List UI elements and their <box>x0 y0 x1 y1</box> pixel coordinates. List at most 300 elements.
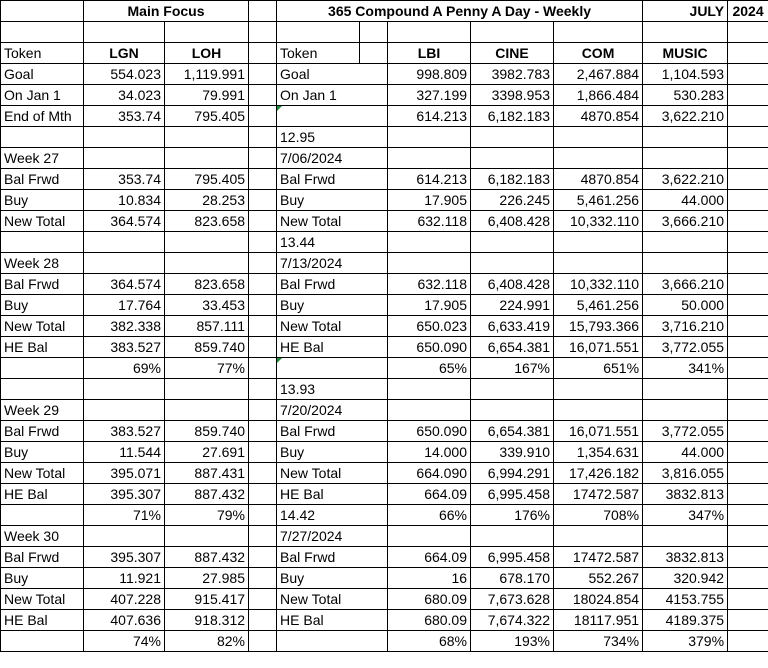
cell-cine[interactable]: 6,182.183 <box>471 168 554 189</box>
row-label-right[interactable] <box>277 105 388 126</box>
cell-lgn[interactable]: 11.921 <box>84 567 165 588</box>
cell-empty[interactable] <box>728 546 768 567</box>
row-label-left[interactable]: Buy <box>1 441 84 462</box>
cell-empty[interactable] <box>249 126 277 147</box>
cell-music[interactable] <box>643 378 728 399</box>
cell-empty[interactable] <box>728 378 768 399</box>
cell-lgn[interactable]: 74% <box>84 630 165 651</box>
cell-empty[interactable] <box>277 22 360 43</box>
cell-loh[interactable]: 887.432 <box>165 483 249 504</box>
cell-com[interactable]: 18024.854 <box>554 588 643 609</box>
cell-empty[interactable] <box>249 525 277 546</box>
row-label-right[interactable]: HE Bal <box>277 336 388 357</box>
cell-loh[interactable]: 859.740 <box>165 420 249 441</box>
cell-com[interactable] <box>554 231 643 252</box>
cell-cine[interactable] <box>471 252 554 273</box>
cell-empty[interactable] <box>249 609 277 630</box>
cell-loh[interactable] <box>165 399 249 420</box>
cell-loh[interactable]: 795.405 <box>165 168 249 189</box>
cell-loh[interactable]: 27.985 <box>165 567 249 588</box>
row-label-right[interactable]: 12.95 <box>277 126 388 147</box>
cell-lgn[interactable]: 382.338 <box>84 315 165 336</box>
cell-D1[interactable] <box>249 1 277 22</box>
cell-empty[interactable] <box>249 22 277 43</box>
cell-loh[interactable] <box>165 147 249 168</box>
cell-lbi[interactable]: 17.905 <box>388 294 471 315</box>
cell-empty[interactable] <box>728 126 768 147</box>
cell-lbi[interactable] <box>388 252 471 273</box>
row-label-right[interactable]: Goal <box>277 63 388 84</box>
cell-empty[interactable] <box>249 147 277 168</box>
cell-com[interactable]: 4870.854 <box>554 168 643 189</box>
row-label-right[interactable]: New Total <box>277 315 388 336</box>
cell-com[interactable] <box>554 525 643 546</box>
cell-empty[interactable] <box>249 168 277 189</box>
row-label-right[interactable]: HE Bal <box>277 609 388 630</box>
cell-cine[interactable]: 226.245 <box>471 189 554 210</box>
cell-music[interactable]: 4189.375 <box>643 609 728 630</box>
cell-empty[interactable] <box>728 189 768 210</box>
cell-cine[interactable]: 6,994.291 <box>471 462 554 483</box>
cell-lgn[interactable]: 383.527 <box>84 420 165 441</box>
row-label-left[interactable]: Week 27 <box>1 147 84 168</box>
row-label-left[interactable]: New Total <box>1 210 84 231</box>
cell-lgn[interactable]: 554.023 <box>84 63 165 84</box>
cell-empty[interactable] <box>388 22 471 43</box>
cell-music[interactable]: 3,772.055 <box>643 336 728 357</box>
cell-empty[interactable] <box>165 22 249 43</box>
cell-loh[interactable]: 887.431 <box>165 462 249 483</box>
cell-empty[interactable] <box>728 22 768 43</box>
row-label-right[interactable]: Bal Frwd <box>277 168 388 189</box>
row-label-left[interactable]: HE Bal <box>1 609 84 630</box>
cell-empty[interactable] <box>249 189 277 210</box>
cell-empty[interactable] <box>1 22 84 43</box>
cell-empty[interactable] <box>249 483 277 504</box>
cell-lbi[interactable]: 65% <box>388 357 471 378</box>
cell-music[interactable]: 3,816.055 <box>643 462 728 483</box>
row-label-left[interactable]: Bal Frwd <box>1 273 84 294</box>
cell-empty[interactable] <box>728 315 768 336</box>
cell-lbi[interactable]: 66% <box>388 504 471 525</box>
row-label-right[interactable]: New Total <box>277 210 388 231</box>
cell-lgn[interactable]: 395.071 <box>84 462 165 483</box>
cell-empty[interactable] <box>249 336 277 357</box>
cell-cine[interactable] <box>471 399 554 420</box>
cell-empty[interactable] <box>360 42 388 63</box>
cell-loh[interactable] <box>165 525 249 546</box>
cell-lbi[interactable]: 650.090 <box>388 420 471 441</box>
row-label-right[interactable]: 7/13/2024 <box>277 252 388 273</box>
cell-music[interactable] <box>643 126 728 147</box>
cell-com[interactable]: 15,793.366 <box>554 315 643 336</box>
cell-lbi[interactable] <box>388 378 471 399</box>
cell-empty[interactable] <box>728 273 768 294</box>
cell-lbi[interactable]: 998.809 <box>388 63 471 84</box>
cell-loh[interactable] <box>165 252 249 273</box>
cell-empty[interactable] <box>728 42 768 63</box>
row-label-right[interactable]: 7/20/2024 <box>277 399 388 420</box>
cell-music[interactable] <box>643 252 728 273</box>
cell-loh[interactable]: 795.405 <box>165 105 249 126</box>
cell-lgn[interactable]: 11.544 <box>84 441 165 462</box>
cell-empty[interactable] <box>249 231 277 252</box>
cell-loh[interactable]: 823.658 <box>165 210 249 231</box>
cell-loh[interactable]: 918.312 <box>165 609 249 630</box>
row-label-right[interactable]: Bal Frwd <box>277 546 388 567</box>
cell-empty[interactable] <box>249 441 277 462</box>
cell-lgn[interactable] <box>84 147 165 168</box>
cell-empty[interactable] <box>360 22 388 43</box>
cell-empty[interactable] <box>728 504 768 525</box>
row-label-right[interactable]: Buy <box>277 441 388 462</box>
col-header-lbi[interactable]: LBI <box>388 42 471 63</box>
row-label-right[interactable]: Buy <box>277 294 388 315</box>
cell-empty[interactable] <box>728 588 768 609</box>
cell-loh[interactable]: 857.111 <box>165 315 249 336</box>
col-header-music[interactable]: MUSIC <box>643 42 728 63</box>
row-label-left[interactable] <box>1 126 84 147</box>
row-label-left[interactable] <box>1 231 84 252</box>
cell-cine[interactable]: 6,654.381 <box>471 420 554 441</box>
cell-empty[interactable] <box>249 357 277 378</box>
cell-lbi[interactable]: 664.09 <box>388 483 471 504</box>
cell-A1[interactable] <box>1 1 84 22</box>
cell-empty[interactable] <box>249 462 277 483</box>
cell-cine[interactable]: 167% <box>471 357 554 378</box>
cell-music[interactable]: 3832.813 <box>643 483 728 504</box>
cell-com[interactable] <box>554 252 643 273</box>
cell-cine[interactable] <box>471 525 554 546</box>
month-label[interactable]: JULY <box>643 1 728 22</box>
cell-com[interactable] <box>554 147 643 168</box>
cell-loh[interactable]: 79% <box>165 504 249 525</box>
cell-empty[interactable] <box>728 609 768 630</box>
cell-lgn[interactable]: 407.228 <box>84 588 165 609</box>
cell-lbi[interactable]: 664.090 <box>388 462 471 483</box>
cell-com[interactable]: 16,071.551 <box>554 420 643 441</box>
cell-empty[interactable] <box>728 567 768 588</box>
cell-com[interactable]: 18117.951 <box>554 609 643 630</box>
row-label-left[interactable] <box>1 630 84 651</box>
row-label-right[interactable]: HE Bal <box>277 483 388 504</box>
cell-music[interactable]: 347% <box>643 504 728 525</box>
row-label-right[interactable] <box>277 357 388 378</box>
cell-lbi[interactable]: 614.213 <box>388 105 471 126</box>
cell-empty[interactable] <box>249 84 277 105</box>
col-header-lgn[interactable]: LGN <box>84 42 165 63</box>
cell-lgn[interactable]: 353.74 <box>84 105 165 126</box>
row-label-right[interactable]: New Total <box>277 462 388 483</box>
cell-empty[interactable] <box>249 588 277 609</box>
cell-lbi[interactable] <box>388 525 471 546</box>
cell-music[interactable]: 50.000 <box>643 294 728 315</box>
cell-cine[interactable]: 193% <box>471 630 554 651</box>
sheet-title[interactable]: 365 Compound A Penny A Day - Weekly <box>277 1 643 22</box>
cell-lgn[interactable]: 395.307 <box>84 546 165 567</box>
cell-lgn[interactable] <box>84 252 165 273</box>
cell-com[interactable]: 17472.587 <box>554 483 643 504</box>
col-header-loh[interactable]: LOH <box>165 42 249 63</box>
cell-cine[interactable]: 6,408.428 <box>471 210 554 231</box>
row-label-right[interactable]: 13.44 <box>277 231 388 252</box>
cell-empty[interactable] <box>728 63 768 84</box>
cell-cine[interactable] <box>471 378 554 399</box>
cell-loh[interactable]: 859.740 <box>165 336 249 357</box>
cell-com[interactable]: 651% <box>554 357 643 378</box>
cell-cine[interactable]: 176% <box>471 504 554 525</box>
cell-cine[interactable]: 6,408.428 <box>471 273 554 294</box>
cell-com[interactable]: 734% <box>554 630 643 651</box>
cell-com[interactable]: 10,332.110 <box>554 210 643 231</box>
cell-empty[interactable] <box>249 420 277 441</box>
cell-cine[interactable]: 6,633.419 <box>471 315 554 336</box>
cell-music[interactable]: 320.942 <box>643 567 728 588</box>
row-label-left[interactable] <box>1 357 84 378</box>
cell-com[interactable] <box>554 399 643 420</box>
cell-music[interactable]: 3832.813 <box>643 546 728 567</box>
cell-music[interactable]: 530.283 <box>643 84 728 105</box>
year-label[interactable]: 2024 <box>728 1 768 22</box>
cell-lgn[interactable]: 34.023 <box>84 84 165 105</box>
cell-cine[interactable]: 6,654.381 <box>471 336 554 357</box>
cell-lbi[interactable]: 680.09 <box>388 609 471 630</box>
cell-empty[interactable] <box>471 22 554 43</box>
cell-lbi[interactable]: 17.905 <box>388 189 471 210</box>
cell-music[interactable] <box>643 525 728 546</box>
cell-lgn[interactable]: 364.574 <box>84 210 165 231</box>
cell-empty[interactable] <box>728 231 768 252</box>
cell-empty[interactable] <box>728 441 768 462</box>
cell-lgn[interactable]: 364.574 <box>84 273 165 294</box>
cell-empty[interactable] <box>728 147 768 168</box>
cell-com[interactable]: 5,461.256 <box>554 189 643 210</box>
cell-music[interactable]: 3,666.210 <box>643 210 728 231</box>
cell-empty[interactable] <box>728 294 768 315</box>
row-label-left[interactable] <box>1 504 84 525</box>
cell-empty[interactable] <box>728 462 768 483</box>
row-label-right[interactable] <box>277 630 388 651</box>
row-label-left[interactable]: End of Mth <box>1 105 84 126</box>
cell-empty[interactable] <box>554 22 643 43</box>
cell-lbi[interactable]: 650.023 <box>388 315 471 336</box>
cell-empty[interactable] <box>728 483 768 504</box>
cell-empty[interactable] <box>249 42 277 63</box>
cell-cine[interactable] <box>471 231 554 252</box>
row-label-left[interactable]: Goal <box>1 63 84 84</box>
cell-empty[interactable] <box>249 252 277 273</box>
cell-lbi[interactable]: 327.199 <box>388 84 471 105</box>
cell-music[interactable] <box>643 399 728 420</box>
row-label-left[interactable]: Buy <box>1 567 84 588</box>
cell-empty[interactable] <box>249 567 277 588</box>
cell-empty[interactable] <box>728 252 768 273</box>
row-label-left[interactable]: Buy <box>1 189 84 210</box>
row-label-left[interactable]: Week 30 <box>1 525 84 546</box>
cell-cine[interactable]: 339.910 <box>471 441 554 462</box>
cell-lgn[interactable]: 10.834 <box>84 189 165 210</box>
cell-music[interactable]: 3,666.210 <box>643 273 728 294</box>
cell-lbi[interactable]: 632.118 <box>388 210 471 231</box>
row-label-left[interactable]: Bal Frwd <box>1 168 84 189</box>
cell-lgn[interactable]: 407.636 <box>84 609 165 630</box>
row-label-right[interactable]: On Jan 1 <box>277 84 388 105</box>
cell-cine[interactable] <box>471 147 554 168</box>
cell-lbi[interactable]: 614.213 <box>388 168 471 189</box>
row-label-right[interactable]: Buy <box>277 189 388 210</box>
cell-music[interactable]: 3,622.210 <box>643 105 728 126</box>
cell-loh[interactable]: 27.691 <box>165 441 249 462</box>
cell-com[interactable]: 16,071.551 <box>554 336 643 357</box>
cell-cine[interactable]: 224.991 <box>471 294 554 315</box>
cell-lgn[interactable]: 395.307 <box>84 483 165 504</box>
cell-com[interactable]: 17,426.182 <box>554 462 643 483</box>
cell-empty[interactable] <box>249 630 277 651</box>
row-label-right[interactable]: 7/27/2024 <box>277 525 388 546</box>
cell-lgn[interactable]: 71% <box>84 504 165 525</box>
cell-lgn[interactable] <box>84 399 165 420</box>
row-label-left[interactable]: Bal Frwd <box>1 420 84 441</box>
cell-empty[interactable] <box>643 22 728 43</box>
row-label-left[interactable]: New Total <box>1 315 84 336</box>
cell-empty[interactable] <box>249 399 277 420</box>
row-label-left[interactable]: New Total <box>1 588 84 609</box>
cell-lgn[interactable] <box>84 378 165 399</box>
cell-com[interactable]: 552.267 <box>554 567 643 588</box>
row-label-left[interactable]: On Jan 1 <box>1 84 84 105</box>
row-label-right[interactable]: 7/06/2024 <box>277 147 388 168</box>
cell-music[interactable]: 44.000 <box>643 189 728 210</box>
cell-com[interactable]: 5,461.256 <box>554 294 643 315</box>
cell-lbi[interactable]: 14.000 <box>388 441 471 462</box>
cell-cine[interactable]: 3982.783 <box>471 63 554 84</box>
row-label-left[interactable]: Week 29 <box>1 399 84 420</box>
cell-music[interactable] <box>643 231 728 252</box>
row-label-left[interactable]: Buy <box>1 294 84 315</box>
token-label-right[interactable]: Token <box>277 42 360 63</box>
cell-lgn[interactable] <box>84 126 165 147</box>
cell-lgn[interactable] <box>84 525 165 546</box>
cell-com[interactable]: 4870.854 <box>554 105 643 126</box>
cell-lgn[interactable]: 17.764 <box>84 294 165 315</box>
row-label-right[interactable]: 14.42 <box>277 504 388 525</box>
cell-lgn[interactable]: 383.527 <box>84 336 165 357</box>
main-focus-heading[interactable]: Main Focus <box>84 1 249 22</box>
cell-music[interactable]: 3,772.055 <box>643 420 728 441</box>
cell-music[interactable]: 44.000 <box>643 441 728 462</box>
cell-empty[interactable] <box>249 105 277 126</box>
cell-loh[interactable]: 823.658 <box>165 273 249 294</box>
cell-lbi[interactable] <box>388 147 471 168</box>
row-label-left[interactable]: Week 28 <box>1 252 84 273</box>
cell-music[interactable] <box>643 147 728 168</box>
cell-lbi[interactable]: 680.09 <box>388 588 471 609</box>
cell-empty[interactable] <box>249 294 277 315</box>
cell-lgn[interactable]: 69% <box>84 357 165 378</box>
cell-lgn[interactable]: 353.74 <box>84 168 165 189</box>
cell-empty[interactable] <box>728 105 768 126</box>
cell-loh[interactable] <box>165 378 249 399</box>
cell-music[interactable]: 379% <box>643 630 728 651</box>
cell-cine[interactable] <box>471 126 554 147</box>
cell-lbi[interactable]: 664.09 <box>388 546 471 567</box>
cell-music[interactable]: 4153.755 <box>643 588 728 609</box>
cell-cine[interactable]: 7,673.628 <box>471 588 554 609</box>
cell-empty[interactable] <box>728 420 768 441</box>
cell-music[interactable]: 1,104.593 <box>643 63 728 84</box>
cell-empty[interactable] <box>249 546 277 567</box>
row-label-left[interactable]: HE Bal <box>1 336 84 357</box>
cell-loh[interactable]: 887.432 <box>165 546 249 567</box>
cell-com[interactable]: 10,332.110 <box>554 273 643 294</box>
row-label-right[interactable]: Bal Frwd <box>277 273 388 294</box>
col-header-cine[interactable]: CINE <box>471 42 554 63</box>
cell-empty[interactable] <box>84 22 165 43</box>
cell-cine[interactable]: 6,182.183 <box>471 105 554 126</box>
cell-empty[interactable] <box>728 630 768 651</box>
row-label-left[interactable]: Bal Frwd <box>1 546 84 567</box>
cell-loh[interactable]: 1,119.991 <box>165 63 249 84</box>
token-label-left[interactable]: Token <box>1 42 84 63</box>
cell-empty[interactable] <box>249 315 277 336</box>
cell-lgn[interactable] <box>84 231 165 252</box>
cell-loh[interactable]: 77% <box>165 357 249 378</box>
row-label-right[interactable]: Bal Frwd <box>277 420 388 441</box>
cell-empty[interactable] <box>728 336 768 357</box>
cell-music[interactable]: 3,716.210 <box>643 315 728 336</box>
cell-empty[interactable] <box>728 210 768 231</box>
cell-empty[interactable] <box>728 357 768 378</box>
cell-loh[interactable]: 79.991 <box>165 84 249 105</box>
cell-com[interactable]: 17472.587 <box>554 546 643 567</box>
cell-loh[interactable]: 915.417 <box>165 588 249 609</box>
cell-lbi[interactable]: 16 <box>388 567 471 588</box>
row-label-right[interactable]: 13.93 <box>277 378 388 399</box>
cell-empty[interactable] <box>249 273 277 294</box>
cell-empty[interactable] <box>728 168 768 189</box>
cell-com[interactable] <box>554 126 643 147</box>
col-header-com[interactable]: COM <box>554 42 643 63</box>
cell-loh[interactable] <box>165 231 249 252</box>
cell-loh[interactable]: 28.253 <box>165 189 249 210</box>
cell-com[interactable]: 1,354.631 <box>554 441 643 462</box>
cell-empty[interactable] <box>249 210 277 231</box>
cell-lbi[interactable] <box>388 126 471 147</box>
cell-cine[interactable]: 678.170 <box>471 567 554 588</box>
cell-loh[interactable] <box>165 126 249 147</box>
cell-cine[interactable]: 6,995.458 <box>471 483 554 504</box>
cell-lbi[interactable] <box>388 399 471 420</box>
cell-empty[interactable] <box>728 84 768 105</box>
cell-com[interactable]: 708% <box>554 504 643 525</box>
cell-cine[interactable]: 6,995.458 <box>471 546 554 567</box>
cell-empty[interactable] <box>249 63 277 84</box>
cell-empty[interactable] <box>249 378 277 399</box>
cell-loh[interactable]: 33.453 <box>165 294 249 315</box>
row-label-right[interactable]: New Total <box>277 588 388 609</box>
cell-music[interactable]: 341% <box>643 357 728 378</box>
cell-com[interactable] <box>554 378 643 399</box>
cell-empty[interactable] <box>728 525 768 546</box>
cell-com[interactable]: 1,866.484 <box>554 84 643 105</box>
row-label-left[interactable] <box>1 378 84 399</box>
cell-empty[interactable] <box>728 399 768 420</box>
row-label-left[interactable]: HE Bal <box>1 483 84 504</box>
cell-lbi[interactable] <box>388 231 471 252</box>
cell-music[interactable]: 3,622.210 <box>643 168 728 189</box>
cell-lbi[interactable]: 650.090 <box>388 336 471 357</box>
cell-empty[interactable] <box>249 504 277 525</box>
